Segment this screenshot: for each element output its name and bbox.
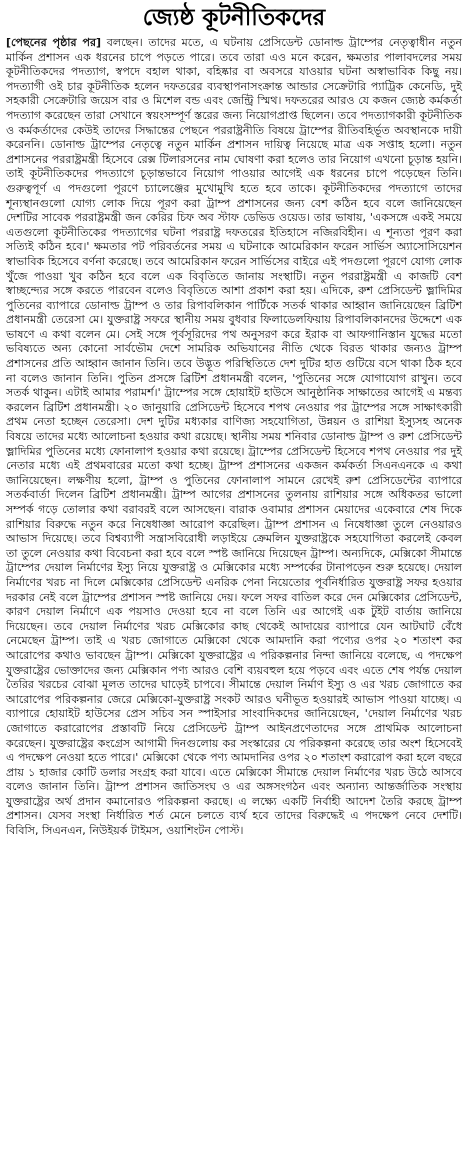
article-body <box>6 36 462 839</box>
article-text: বলছেন। তাদের মতে, এ ঘটনায় প্রেসিডেন্ট ডোনাল্ড ট্রাম্পের নেতৃত্বাধীন নতুন মার্কিন প্রশাসন এক ধরনের চাপে পড়তে পারে। তবে তারা এও মনে করেন, ক্ষমতার পালাবদলের সময় কূটনীতিকদের পদত্যাগ, স্বপদে বহাল থাকা, বহিষ্কার বা অবসরে যাওয়ার ঘটনা অস্বাভাবিক কিছু নয়। পদত্যাগী ওই চার কূটনীতিক হলেন দফতরের ব্যবস্থাপনাসংক্রান্ত আন্ডার সেক্রেটারি প্যাট্রিক কেনেডি, দুই সহকারী সেক্রেটারি জয়েস বার ও মিশেল বন্ড এবং জেন্ট্রি স্মিথ। দফতরের আরও যে কজন জ্যেষ্ঠ কর্মকর্তা পদত্যাগ করেছেন তারা সেখানে স্বয়ংসম্পূর্ণ স্তরের জন্য নিয়োগপ্রাপ্ত ছিলেন। তবে পদত্যাগকারী কূটনীতিক ও কর্মকর্তাদের কেউই তাদের সিদ্ধান্তের পেছনে পররাষ্ট্রনীতি বিষয়ে ট্রাম্পের রীতিবহির্ভূত অবস্থানকে দায়ী করেননি। ডোনাল্ড ট্রাম্পের নেতৃত্বে নতুন মার্কিন প্রশাসন দায়িত্ব নিয়েছে মাত্র এক সপ্তাহ হলো। নতুন প্রশাসনের পররাষ্ট্রমন্ত্রী হিসেবে রেক্স টিলারসনের নাম ঘোষণা করা হলেও তার নিয়োগ এখনো চূড়ান্ত হয়নি। তাই কূটনীতিকদের পদত্যাগে চূড়ান্তভাবে নিয়োগ পাওয়ার আগেই এক ধরনের চাপে পড়েছেন তিনি। গুরুত্বপূর্ণ এ পদগুলো পূরণে চ্যালেঞ্জের মুখোমুখি হতে হবে তাকে। কূটনীতিকদের পদত্যাগে তাদের শূন্যস্থানগুলো যোগ্য লোক দিয়ে পূরণ করা ট্রাম্প প্রশাসনের জন্য বেশ কঠিন হবে বলে জানিয়েছেন দেশটির সাবেক পররাষ্ট্রমন্ত্রী জন কেরির চিফ অব স্টাফ ডেভিড ওয়েড। তার ভাষায়, 'একসঙ্গে একই সময়ে এতগুলো কূটনীতিকের পদত্যাগের ঘটনা পররাষ্ট্র দফতরের ইতিহাসে নজিরবিহীন। এ শূন্যতা পূরণ করা সত্যিই কঠিন হবে।' ক্ষমতার পট পরিবর্তনের সময় এ ঘটনাকে আমেরিকান ফরেন সার্ভিস অ্যাসোসিয়েশন স্বাভাবিক হিসেবে বর্ণনা করেছে। তবে আমেরিকান ফরেন সার্ভিসের বাইরে এই পদগুলো পূরণে যোগ্য লোক খুঁজে পাওয়া খুব কঠিন হবে বলে এক বিবৃতিতে জানায় সংস্থাটি। নতুন পররাষ্ট্রমন্ত্রী এ কাজটি বেশ স্বাচ্ছন্দ্যের সঙ্গে করতে পারবেন বলেও বিবৃতিতে আশা প্রকাশ করা হয়। এদিকে, রুশ প্রেসিডেন্ট ভ্লাদিমির পুতিনের ব্যাপারে ডোনাল্ড ট্রাম্প ও তার রিপাবলিকান পার্টিকে সতর্ক থাকার আহ্বান জানিয়েছেন ব্রিটিশ প্রধানমন্ত্রী তেরেসা মে। যুক্তরাষ্ট্র সফরে স্থানীয় সময় বুধবার ফিলাডেলফিয়ায় রিপাবলিকানদের উদ্দেশে এক ভাষণে এ কথা বলেন মে। সেই সঙ্গে পূর্বসূরিদের পথ অনুসরণ করে ইরাক বা আফগানিস্তান যুদ্ধের মতো ভবিষ্যতে অন্য কোনো সার্বভৌম দেশে সামরিক অভিযানের নীতি থেকে বিরত থাকার জন্যও ট্রাম্প প্রশাসনের প্রতি আহ্বান জানান তিনি। তবে উদ্ভূত পরিস্থিতিতে দেশ দুটির হাত গুটিয়ে বসে থাকা ঠিক হবে না বলেও জানান তিনি। পুতিন প্রসঙ্গে ব্রিটিশ প্রধানমন্ত্রী বলেন, 'পুতিনের সঙ্গে যোগাযোগ রাখুন। তবে সতর্ক থাকুন। এটাই আমার পরামর্শ।' ট্রাম্পের সঙ্গে হোয়াইট হাউসে আনুষ্ঠানিক সাক্ষাতের আগেই এ মন্তব্য করলেন ব্রিটিশ প্রধানমন্ত্রী। ২০ জানুয়ারি প্রেসিডেন্ট হিসেবে শপথ নেওয়ার পর ট্রাম্পের সঙ্গে সাক্ষাৎকারী প্রথম নেতা হচ্ছেন তেরেসা। দেশ দুটির মধ্যকার বাণিজ্য সহযোগিতা, উন্নয়ন ও রাশিয়া ইস্যুসহ অনেক বিষয়ে তাদের মধ্যে আলোচনা হওয়ার কথা রয়েছে। স্থানীয় সময় শনিবার ডোনাল্ড ট্রাম্প ও রুশ প্রেসিডেন্ট ভ্লাদিমির পুতিনের মধ্যে ফোনালাপ হওয়ার কথা রয়েছে। ট্রাম্পের প্রেসিডেন্ট হিসেবে শপথ নেওয়ার পর দুই নেতার মধ্যে এই প্রথমবারের মতো কথা হচ্ছে। ট্রাম্প প্রশাসনের একজন কর্মকর্তা সিএনএনকে এ কথা জানিয়েছেন। লক্ষণীয় হলো, ট্রাম্প ও পুতিনের ফোনালাপ সামনে রেখেই রুশ প্রেসিডেন্টের ব্যাপারে সতর্কবার্তা দিলেন ব্রিটিশ প্রধানমন্ত্রী। ট্রাম্প আগের প্রশাসনের তুলনায় রাশিয়ার সঙ্গে অধিকতর ভালো সম্পর্ক গড়ে তোলার কথা বরাবরই বলে আসছেন। বারাক ওবামার প্রশাসন মেয়াদের একেবারে শেষ দিকে রাশিয়ার বিরুদ্ধে নতুন করে নিষেধাজ্ঞা আরোপ করেছিল। ট্রাম্প প্রশাসন এ নিষেধাজ্ঞা তুলে নেওয়ারও আভাস দিয়েছে। তবে বিশ্বব্যাপী সন্ত্রাসবিরোধী লড়াইয়ে ক্রেমলিন যুক্তরাষ্ট্রকে সহযোগিতা করলেই কেবল তা তুলে নেওয়ার কথা বিবেচনা করা হবে বলে স্পষ্ট জানিয়ে দিয়েছেন ট্রাম্প। অন্যদিকে, মেক্সিকো সীমান্তে ট্রাম্পের দেয়াল নির্মাণের ইস্যু নিয়ে যুক্তরাষ্ট্র ও মেক্সিকোর মধ্যে সম্পর্কের টানাপড়েন শুরু হয়েছে। দেয়াল নির্মাণের খরচ না দিলে মেক্সিকোর প্রেসিডেন্ট এনরিক পেনা নিয়েতোর পূর্বনির্ধারিত যুক্তরাষ্ট্র সফর হওয়ার দরকার নেই বলে ট্রাম্পের প্রশাসন স্পষ্ট জানিয়ে দেয়। ফলে সফর বাতিল করে দেন মেক্সিকোর প্রেসিডেন্ট, কারণ দেয়াল নির্মাণে এক পয়সাও দেওয়া হবে না বলে তিনি এর আগেই এক টুইট বার্তায় জানিয়ে দিয়েছেন। তবে দেয়াল নির্মাণের খরচ মেক্সিকোর কাছ থেকেই আদায়ের ব্যাপারে যেন আটঘাট বেঁধে নেমেছেন ট্রাম্প। তাই এ খরচ জোগাতে মেক্সিকো থেকে আমদানি করা পণ্যের ওপর ২০ শতাংশ কর আরোপের কথাও ভাবছেন ট্রাম্প। মেক্সিকো যুক্তরাষ্ট্রের এ পরিকল্পনার নিন্দা জানিয়ে বলেছে, এ পদক্ষেপ যুক্তরাষ্ট্রের ভোক্তাদের জন্য মেক্সিকান পণ্য আরও বেশি ব্যয়বহুল হয়ে পড়বে এবং এতে শেষ পর্যন্ত দেয়াল তৈরির খরচের বোঝা মূলত তাদের ঘাড়েই চাপবে। সীমান্তে দেয়াল নির্মাণ ইস্যু ও এর খরচ জোগাতে কর আরোপের পরিকল্পনার জেরে মেক্সিকো-যুক্তরাষ্ট্র সংকট আরও ঘনীভূত হওয়ারই আভাস পাওয়া যাচ্ছে। এ ব্যাপারে হোয়াইট হাউসের প্রেস সচিব সন স্পাইসার সাংবাদিকদের জানিয়েছেন, 'দেয়াল নির্মাণের খরচ জোগাতে করারোপের প্রস্তাবটি নিয়ে প্রেসিডেন্ট ট্রাম্প আইনপ্রণেতাদের সঙ্গে প্রাথমিক আলোচনা করেছেন। যুক্তরাষ্ট্রের কংগ্রেস আগামী দিনগুলোয় কর সংস্কারের যে পরিকল্পনা করেছে তার অংশ হিসেবেই এ পদক্ষেপ নেওয়া হতে পারে।' মেক্সিকো থেকে পণ্য আমদানির ওপর ২০ শতাংশ করারোপ করা হলে বছরে প্রায় ১ হাজার কোটি ডলার সংগ্রহ করা যাবে। এতে মেক্সিকো সীমান্তে দেয়াল নির্মাণের খরচ উঠে আসবে বলেও জানান তিনি। ট্রাম্প প্রশাসন জাতিসংঘ ও এর অঙ্গসংগঠন এবং অন্যান্য আন্তর্জাতিক সংস্থায় যুক্তরাষ্ট্রের অর্থ প্রদান কমানোরও পরিকল্পনা করছে। এ লক্ষ্যে একটি নির্বাহী আদেশ তৈরি করছে ট্রাম্প প্রশাসন। যেসব সংস্থা নির্ধারিত শর্ত মেনে চলতে ব্যর্থ হবে তাদের বিরুদ্ধেই এ পদক্ষেপ নেবে দেশটি। বিবিসি, সিএনএন, নিউইয়র্ক টাইমস, ওয়াশিংটন পোস্ট। <box>6 36 462 838</box>
article-paragraph <box>6 36 462 839</box>
continuation-label: [পেছনের পৃষ্ঠার পর] <box>6 36 102 49</box>
article-headline: জ্যেষ্ঠ কূটনীতিকদের <box>142 5 326 31</box>
